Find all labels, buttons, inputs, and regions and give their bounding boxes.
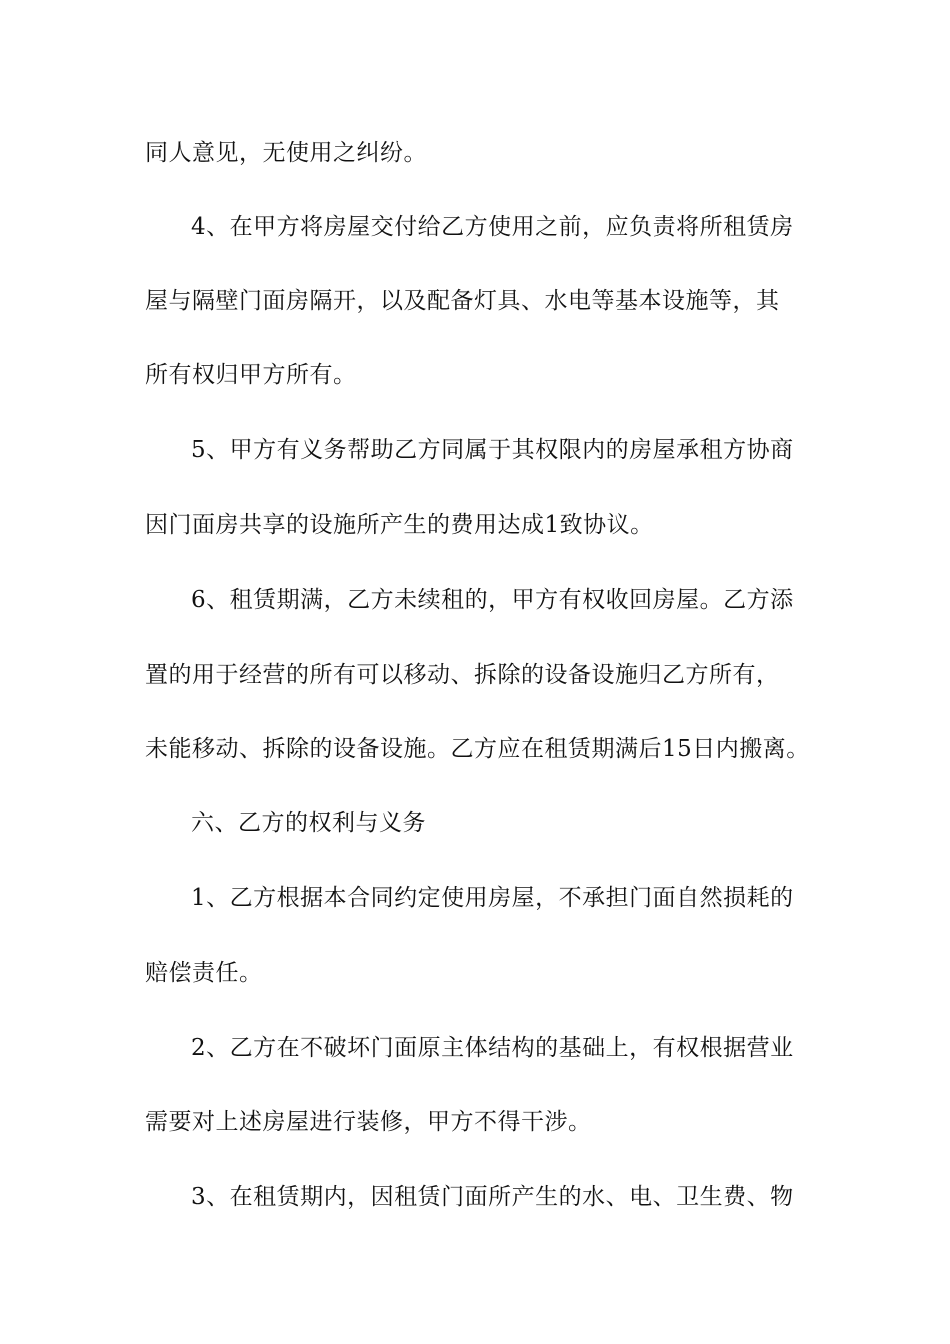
text-line: 2、乙方在不破坏门面原主体结构的基础上，有权根据营业 — [191, 1035, 794, 1061]
text-line: 1、乙方根据本合同约定使用房屋，不承担门面自然损耗的 — [191, 885, 794, 911]
text-line: 需要对上述房屋进行装修，甲方不得干涉。 — [145, 1109, 592, 1135]
text-line: 置的用于经营的所有可以移动、拆除的设备设施归乙方所有， — [145, 662, 780, 688]
text-line: 同人意见，无使用之纠纷。 — [145, 140, 427, 166]
section-heading: 六、乙方的权利与义务 — [191, 810, 426, 836]
text-line: 未能移动、拆除的设备设施。乙方应在租赁期满后15日内搬离。 — [145, 736, 810, 762]
text-line: 5、甲方有义务帮助乙方同属于其权限内的房屋承租方协商 — [191, 437, 794, 463]
text-line: 赔偿责任。 — [145, 960, 263, 986]
text-line: 所有权归甲方所有。 — [145, 362, 357, 388]
text-line: 3、在租赁期内，因租赁门面所产生的水、电、卫生费、物 — [191, 1184, 794, 1210]
text-line: 因门面房共享的设施所产生的费用达成1致协议。 — [145, 512, 654, 538]
text-line: 6、租赁期满，乙方未续租的，甲方有权收回房屋。乙方添 — [191, 587, 794, 613]
text-line: 4、在甲方将房屋交付给乙方使用之前，应负责将所租赁房 — [191, 214, 794, 240]
text-line: 屋与隔壁门面房隔开，以及配备灯具、水电等基本设施等，其 — [145, 288, 780, 314]
